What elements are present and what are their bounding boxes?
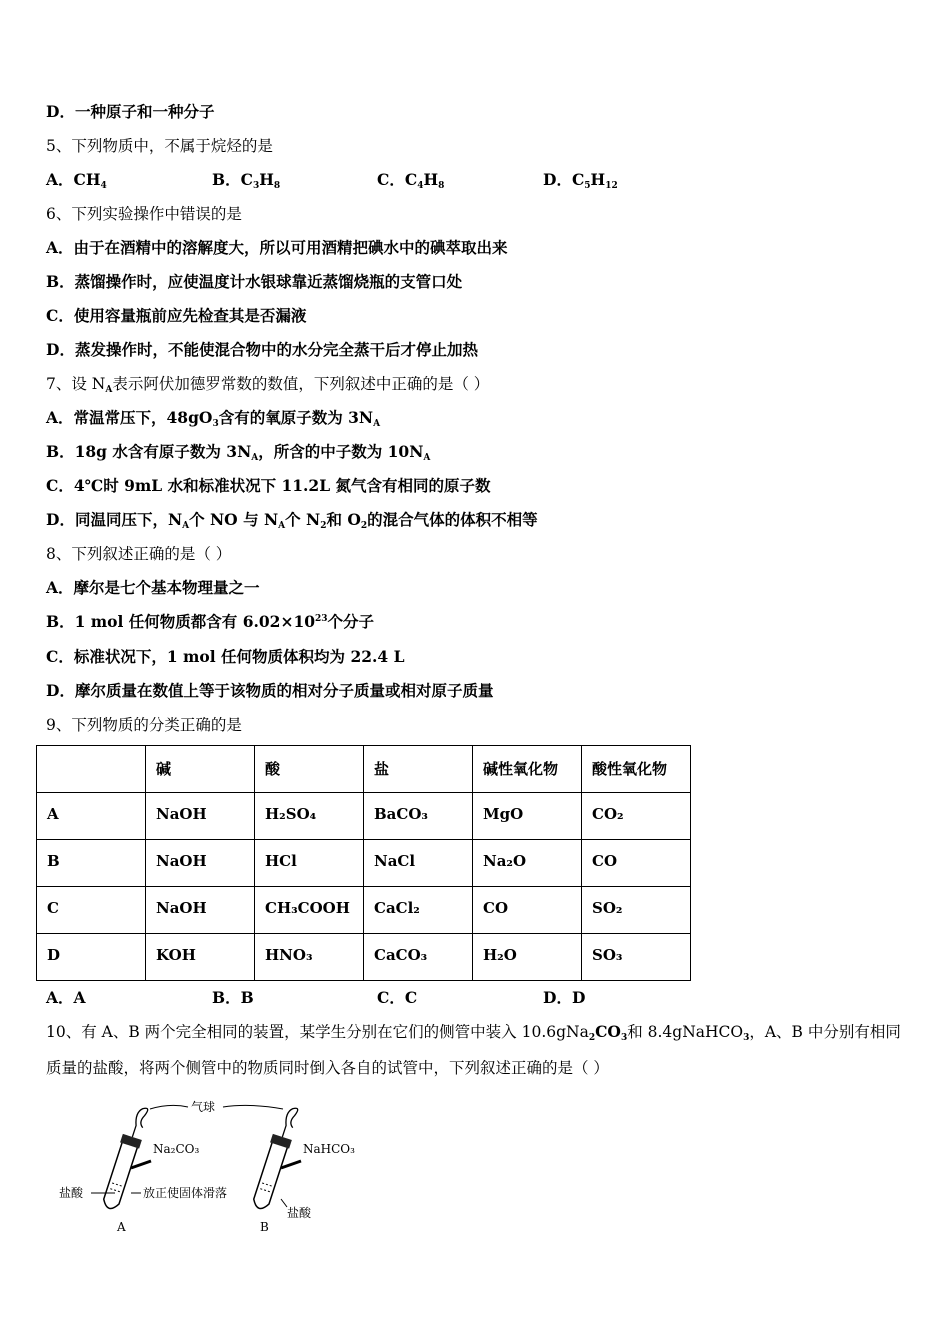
classification-table: [36, 745, 691, 981]
hcl-label-left: 盐酸: [59, 1186, 84, 1200]
table-row: [37, 793, 691, 840]
q7-option-a: A．常温常压下，$48gO_3$含有的氧原子数为 $3N_A$: [46, 408, 381, 429]
q8-option-b: B．1 mol 任何物质都含有 $6.02\times 10^{23}$个分子: [46, 612, 375, 631]
table-header-row: [37, 746, 691, 793]
q5-stem: 5、下列物质中，不属于烷烃的是: [46, 137, 273, 155]
side-tube-b: [281, 1161, 301, 1168]
table-cell: C: [37, 887, 146, 934]
q8-option-c: C．标准状况下，1 mol 任何物质体积均为 22.4 L: [46, 647, 405, 666]
apparatus-figure: [55, 1095, 375, 1245]
q9-option-c: C．C: [377, 988, 418, 1007]
q6-stem: 6、下列实验操作中错误的是: [46, 205, 242, 223]
q7-option-c: C．4℃时 9mL 水和标准状况下 11.2L 氮气含有相同的原子数: [46, 476, 491, 495]
q9-option-b: B．B: [212, 988, 254, 1007]
hcl-label-right: 盐酸: [287, 1206, 312, 1220]
q5-option-d: D．$C_5H_{12}$: [543, 170, 618, 191]
q6-option-d: D．蒸发操作时，不能使混合物中的水分完全蒸干后才停止加热: [46, 340, 478, 359]
table-cell: KOH: [146, 934, 255, 981]
q5-option-c: C．$C_4H_8$: [377, 170, 445, 191]
table-cell: HNO₃: [255, 934, 364, 981]
table-cell: BaCO₃: [364, 793, 473, 840]
side-tube-a: [131, 1161, 151, 1168]
table-cell: CH₃COOH: [255, 887, 364, 934]
table-cell: NaOH: [146, 840, 255, 887]
stopper-b: [270, 1134, 292, 1149]
q5-option-b: B．$C_3H_8$: [212, 170, 281, 191]
stopper-a: [120, 1134, 142, 1149]
table-row: [37, 887, 691, 934]
q6-option-a: A．由于在酒精中的溶解度大，所以可用酒精把碘水中的碘萃取出来: [46, 238, 508, 257]
table-row: [37, 934, 691, 981]
q7-option-d: D．同温同压下，$N_A$个 NO 与 $N_A$个 $N_2$和 $O_2$的混合气体的体积不相等: [46, 510, 538, 531]
table-header-cell: 盐: [364, 746, 473, 793]
table-cell: CO: [473, 887, 582, 934]
q7-option-b: B．18g 水含有原子数为 $3N_A$，所含的中子数为 $10N_A$: [46, 442, 431, 463]
table-cell: SO₂: [582, 887, 691, 934]
q10-stem-line1: 10、有 A、B 两个完全相同的装置，某学生分别在它们的侧管中装入 $10.6gNa_2CO_3$和 8.4gNaHCO$_3$，A、B 中分别有相同: [46, 1022, 901, 1043]
table-cell: SO₃: [582, 934, 691, 981]
nahco3-label: NaHCO₃: [303, 1142, 355, 1156]
test-tube-b: [250, 1104, 302, 1212]
table-cell: CO: [582, 840, 691, 887]
q8-option-a: A．摩尔是七个基本物理量之一: [46, 578, 260, 597]
tube-b-label: B: [260, 1220, 269, 1234]
tube-a-label: A: [117, 1220, 126, 1234]
q6-option-c: C．使用容量瓶前应先检查其是否漏液: [46, 306, 307, 325]
table-header-cell: 酸性氧化物: [582, 746, 691, 793]
q5-option-a: A．$CH_4$: [46, 170, 107, 191]
table-cell: NaOH: [146, 887, 255, 934]
balloon-b: [280, 1106, 299, 1139]
table-row: [37, 840, 691, 887]
table-cell: NaOH: [146, 793, 255, 840]
table-cell: HCl: [255, 840, 364, 887]
table-cell: Na₂O: [473, 840, 582, 887]
table-cell: D: [37, 934, 146, 981]
balloon-a: [130, 1106, 149, 1139]
table-cell: A: [37, 793, 146, 840]
table-cell: H₂SO₄: [255, 793, 364, 840]
q9-option-d: D．D: [543, 988, 586, 1007]
table-header-cell: 酸: [255, 746, 364, 793]
table-cell: H₂O: [473, 934, 582, 981]
q8-option-d: D．摩尔质量在数值上等于该物质的相对分子质量或相对原子质量: [46, 681, 494, 700]
table-header-cell: 碱: [146, 746, 255, 793]
table-cell: MgO: [473, 793, 582, 840]
table-cell: B: [37, 840, 146, 887]
table-cell: CaCl₂: [364, 887, 473, 934]
instruction-label: 放正使固体滑落: [143, 1186, 228, 1200]
q9-stem: 9、下列物质的分类正确的是: [46, 716, 242, 734]
balloon-label: 气球: [191, 1100, 216, 1114]
q4-option-d: D．一种原子和一种分子: [46, 102, 215, 121]
q10-stem-line2: 质量的盐酸，将两个侧管中的物质同时倒入各自的试管中，下列叙述正确的是（ ）: [46, 1059, 609, 1077]
table-header-cell: 碱性氧化物: [473, 746, 582, 793]
na2co3-label: Na₂CO₃: [153, 1142, 200, 1156]
q7-stem: 7、设 $N_A$表示阿伏加德罗常数的数值，下列叙述中正确的是（ ）: [46, 375, 490, 395]
q6-option-b: B．蒸馏操作时，应使温度计水银球靠近蒸馏烧瓶的支管口处: [46, 272, 463, 291]
q9-option-a: A．A: [46, 988, 86, 1007]
table-cell: NaCl: [364, 840, 473, 887]
table-cell: CO₂: [582, 793, 691, 840]
table-header-cell: [37, 746, 146, 793]
table-cell: CaCO₃: [364, 934, 473, 981]
q8-stem: 8、下列叙述正确的是（ ）: [46, 545, 232, 563]
